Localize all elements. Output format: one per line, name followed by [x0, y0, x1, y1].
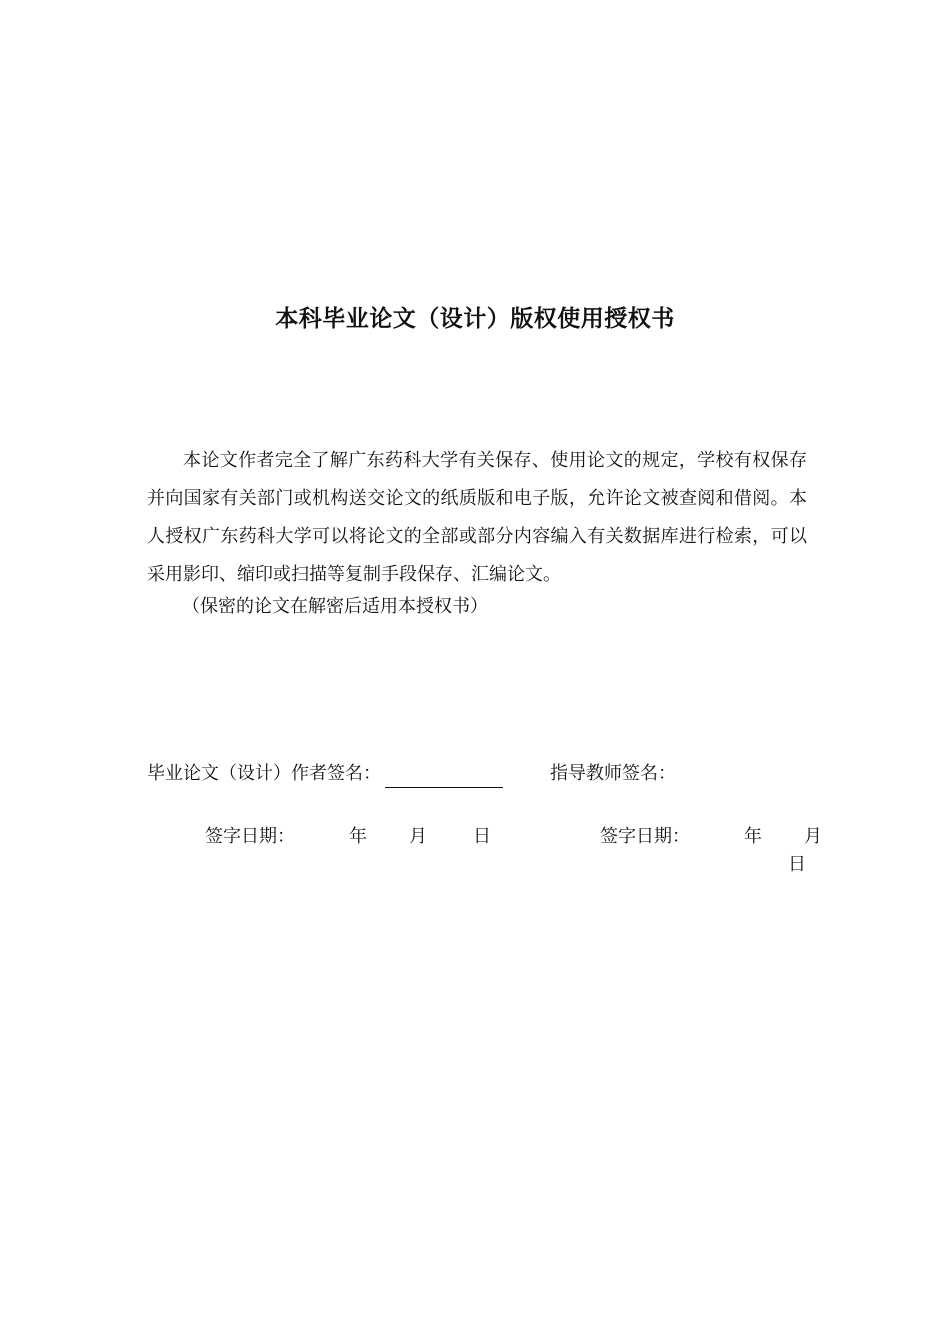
author-day-label: 日: [473, 826, 491, 847]
advisor-date-row: [600, 824, 822, 850]
signature-row: [147, 760, 807, 788]
author-year-label: 年: [349, 826, 367, 847]
author-date-label: 签字日期：: [205, 826, 295, 847]
document-title: 本科毕业论文（设计）版权使用授权书: [275, 306, 675, 332]
advisor-month-label: 月: [804, 826, 822, 847]
author-signature-label: 毕业论文（设计）作者签名：: [147, 763, 381, 784]
authorization-paragraph: 本论文作者完全了解广东药科大学有关保存、使用论文的规定，学校有权保存并向国家有关部门或机构送交论文的纸质版和电子版，允许论文被查阅和借阅。本人授权广东药科大学可以将论文的全部或部分内容编入有关数据库进行检索，可以采用影印、缩印或扫描等复制手段保存、汇编论文。: [147, 450, 807, 585]
author-date-row: [205, 824, 491, 850]
author-signature-line[interactable]: [385, 767, 503, 788]
confidential-note: （保密的论文在解密后适用本授权书）: [182, 596, 488, 617]
author-month-label: 月: [409, 826, 427, 847]
advisor-date-label: 签字日期：: [600, 826, 690, 847]
advisor-day-label: 日: [788, 854, 806, 875]
advisor-signature-label: 指导教师签名：: [550, 763, 676, 784]
advisor-day-wrap: [788, 852, 806, 878]
advisor-year-label: 年: [744, 826, 762, 847]
